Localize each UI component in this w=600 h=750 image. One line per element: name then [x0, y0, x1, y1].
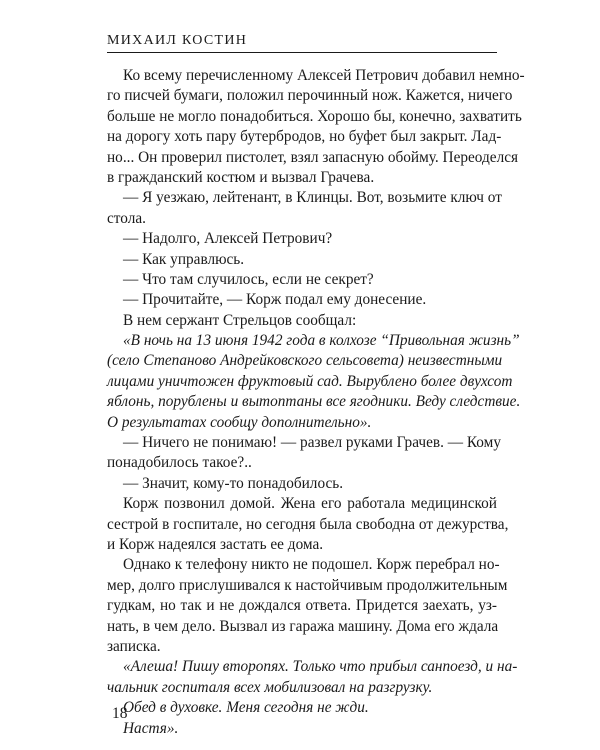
text-line: стола. — [107, 209, 146, 227]
text-line: «В ночь на 13 июня 1942 года в колхозе “Привольная жизнь” — [123, 332, 520, 350]
text-line: в гражданский костюм и вызвал Грачева. — [107, 168, 375, 186]
text-line: — Значит, кому-то понадобилось. — [123, 474, 344, 492]
text-line: — Что там случилось, если не секрет? — [123, 270, 374, 288]
text-line: сестрой в госпитале, но сегодня была свободна от дежурства, — [107, 515, 509, 533]
body-text — [107, 66, 525, 739]
text-line: нать, в чем дело. Вызвал из гаража машину. Дома его ждала — [107, 617, 499, 635]
text-line: — Надолго, Алексей Петрович? — [123, 230, 333, 248]
text-line: и Корж надеялся застать ее дома. — [107, 535, 324, 553]
text-line: записка. — [107, 637, 161, 655]
text-line: О результатах сообщу дополнительно». — [107, 413, 372, 431]
text-line: чальник госпиталя всех мобилизовал на разгрузку. — [107, 678, 433, 696]
text-line: — Прочитайте, — Корж подал ему донесение. — [123, 291, 427, 309]
page-number: 18 — [112, 705, 128, 722]
text-line: — Я уезжаю, лейтенант, в Клинцы. Вот, возьмите ключ от — [123, 189, 502, 207]
running-head: МИХАИЛ КОСТИН — [107, 33, 248, 48]
text-line: — Ничего не понимаю! — развел руками Грачев. — Кому — [123, 434, 501, 452]
text-line: (село Степаново Андрейковского сельсовета) неизвестными — [107, 352, 503, 370]
text-line: больше не могло понадобиться. Хорошо бы, конечно, захватить — [107, 107, 522, 125]
text-line: Ко всему перечисленному Алексей Петрович добавил немно- — [123, 67, 525, 84]
text-line: лицами уничтожен фруктовый сад. Вырублено более двухсот — [107, 372, 513, 390]
header-rule — [107, 52, 497, 53]
text-line: «Алеша! Пишу второпях. Только что прибыл санпоезд, и на- — [123, 658, 518, 676]
text-line: гудкам, но так и не дождался ответа. Придется заехать, уз- — [107, 597, 497, 615]
text-line: Корж позвонил домой. Жена его работала медицинской — [123, 495, 497, 513]
text-line: понадобилось такое?.. — [107, 454, 252, 472]
text-line: но... Он проверил пистолет, взял запасную обойму. Переоделся — [107, 148, 519, 166]
text-line: мер, долго прислушивался к настойчивым продолжительным — [107, 576, 508, 594]
text-line: яблонь, порублены и вытоптаны все ягодники. Веду следствие. — [107, 393, 521, 411]
text-line: го писчей бумаги, положил перочинный нож. Кажется, ничего — [107, 87, 513, 105]
text-line: Обед в духовке. Меня сегодня не жди. — [123, 699, 369, 717]
text-line: Однако к телефону никто не подошел. Корж перебрал но- — [123, 556, 500, 574]
text-line: В нем сержант Стрельцов сообщал: — [123, 311, 357, 329]
text-line: — Как управлюсь. — [123, 250, 245, 268]
text-line: Настя». — [123, 719, 179, 737]
text-line: на дорогу хоть пару бутербродов, но буфет был закрыт. Лад- — [107, 128, 502, 146]
